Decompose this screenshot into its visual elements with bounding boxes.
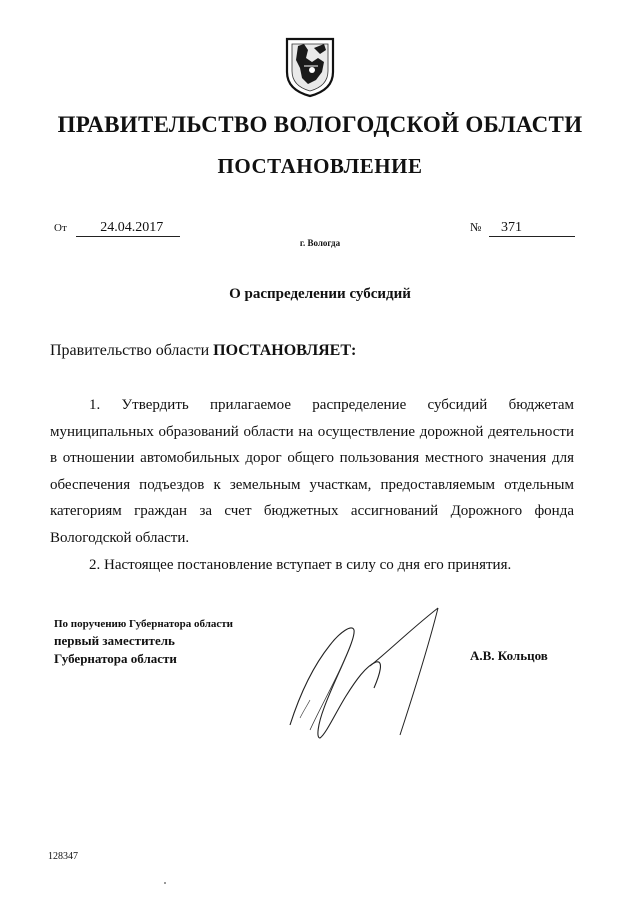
date-prefix: От <box>54 222 67 234</box>
signatory-line-3: Губернатора области <box>54 651 177 666</box>
date-value: 24.04.2017 <box>76 220 180 237</box>
government-title: ПРАВИТЕЛЬСТВО ВОЛОГОДСКОЙ ОБЛАСТИ <box>57 112 583 137</box>
preamble-emphasis: ПОСТАНОВЛЯЕТ: <box>213 342 357 359</box>
preamble <box>50 342 356 360</box>
coat-of-arms-icon <box>284 36 336 98</box>
signatory-name: А.В. Кольцов <box>470 648 548 663</box>
reference-number: 128347 <box>48 851 78 862</box>
number-prefix: № <box>470 220 482 234</box>
resolution-item-1: 1. Утвердить прилагаемое распределение субсидий бюджетам муниципальных образований области на осуществление дорожной деятельности в отношении автомобильных дорог общего пользования местного значения для обеспечения подъездов к земельным участкам, предоставляемым отдельным категориям граждан за счет бюджетных ассигнований Дорожного фонда Вологодской области. <box>50 397 574 546</box>
document-subject: О распределении субсидий <box>229 286 411 302</box>
resolution-item-2: 2. Настоящее постановление вступает в силу со дня его принятия. <box>89 556 512 573</box>
document-type: ПОСТАНОВЛЕНИЕ <box>217 154 423 178</box>
preamble-text: Правительство области <box>50 342 214 359</box>
date-field <box>54 220 180 237</box>
scan-speck <box>164 882 166 884</box>
number-value: 371 <box>489 220 575 237</box>
number-field <box>470 220 575 237</box>
signatory-block <box>54 616 233 668</box>
resolution-items <box>50 392 574 578</box>
handwritten-signature <box>280 600 450 750</box>
city-label: г. Вологда <box>299 238 341 248</box>
signatory-line-2: первый заместитель <box>54 633 175 648</box>
signatory-line-1: По поручению Губернатора области <box>54 618 234 630</box>
